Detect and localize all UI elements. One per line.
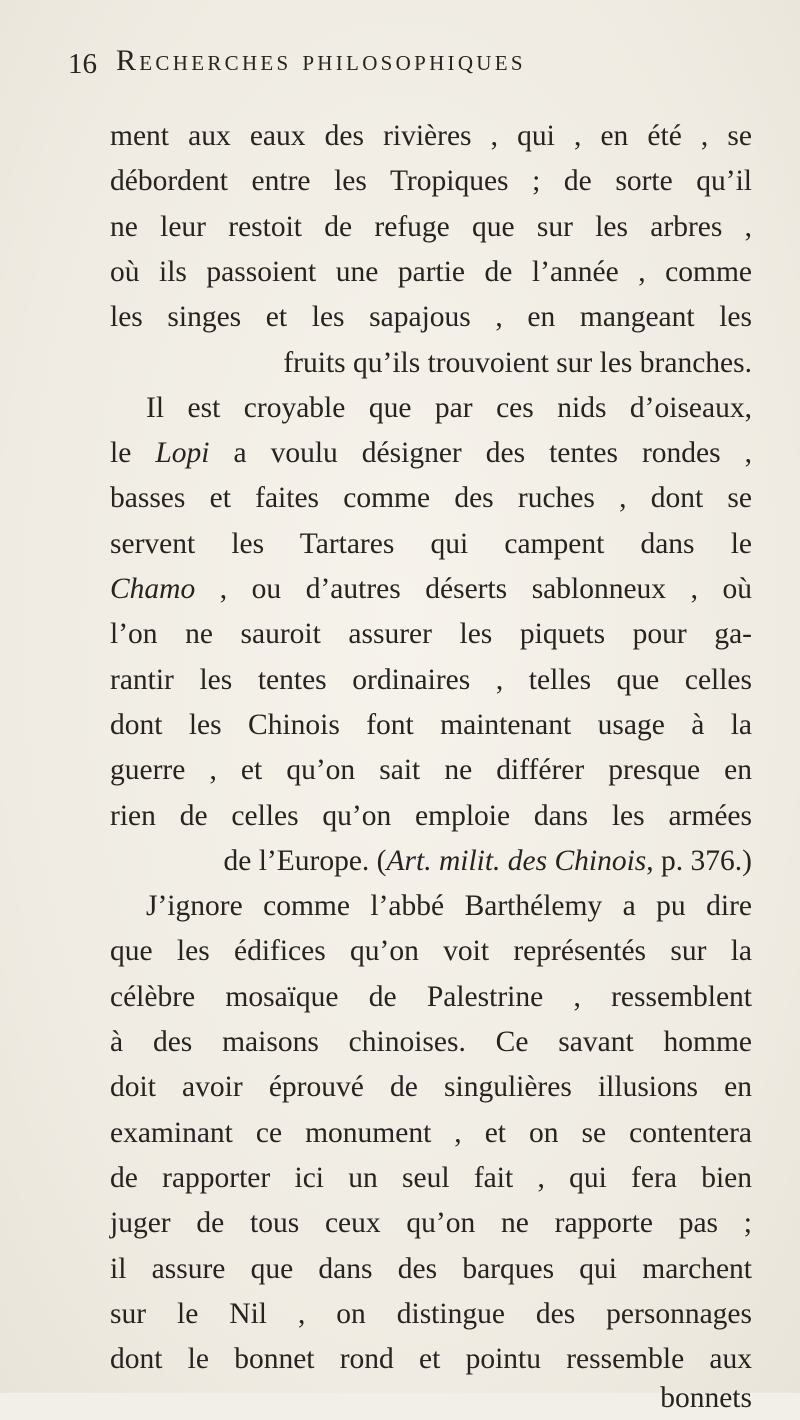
text-line: dont le bonnet rond et pointu ressemble aux (110, 1343, 752, 1376)
text-line: examinant ce monument , et on se contentera (110, 1116, 752, 1149)
paragraph-first-line: Il est croyable que par ces nids d’oiseaux, (146, 391, 752, 424)
text-line: ment aux eaux des rivières , qui , en été , se (110, 120, 752, 152)
text-line: de rapporter ici un seul fait , qui fera bien (110, 1161, 752, 1194)
text-line: que les édifices qu’on voit représentés sur la (110, 935, 752, 968)
running-head: Recherches philosophiques (116, 44, 526, 77)
text-line: juger de tous ceux qu’on ne rapporte pas ; (110, 1207, 752, 1240)
text-line: rien de celles qu’on emploie dans les armées (110, 799, 752, 832)
text-line: rantir les tentes ordinaires , telles que celles (110, 663, 752, 696)
catchword: bonnets (660, 1382, 752, 1415)
text-line: basses et faites comme des ruches , dont se (110, 482, 752, 515)
text-line: Chamo , ou d’autres déserts sablonneux , où (110, 573, 752, 605)
text-line: à des maisons chinoises. Ce savant homme (110, 1026, 752, 1058)
text-line: débordent entre les Tropiques ; de sorte qu’il (110, 165, 752, 198)
text-line: de l’Europe. (Art. milit. des Chinois, p. 376.) (223, 844, 752, 877)
text-line: célèbre mosaïque de Palestrine , ressemblent (110, 980, 752, 1013)
text-line: sur le Nil , on distingue des personnages (110, 1297, 752, 1330)
text-line: ne leur restoit de refuge que sur les arbres , (110, 210, 752, 243)
text-line: l’on ne sauroit assurer les piquets pour ga- (110, 618, 752, 651)
text-line: où ils passoient une partie de l’année , comme (110, 255, 752, 288)
text-line: doit avoir éprouvé de singulières illusions en (110, 1071, 752, 1104)
page-number: 16 (68, 48, 97, 80)
paragraph-first-line: J’ignore comme l’abbé Barthélemy a pu dire (146, 890, 752, 923)
text-line: le Lopi a voulu désigner des tentes rondes , (110, 437, 752, 470)
text-line: il assure que dans des barques qui marchent (110, 1252, 752, 1285)
page-header (68, 44, 728, 88)
text-line: guerre , et qu’on sait ne différer presque en (110, 754, 752, 787)
text-line: fruits qu’ils trouvoient sur les branches. (283, 346, 752, 379)
text-line: dont les Chinois font maintenant usage à la (110, 708, 752, 741)
text-line: les singes et les sapajous , en mangeant les (110, 301, 752, 334)
text-line: servent les Tartares qui campent dans le (110, 527, 752, 560)
